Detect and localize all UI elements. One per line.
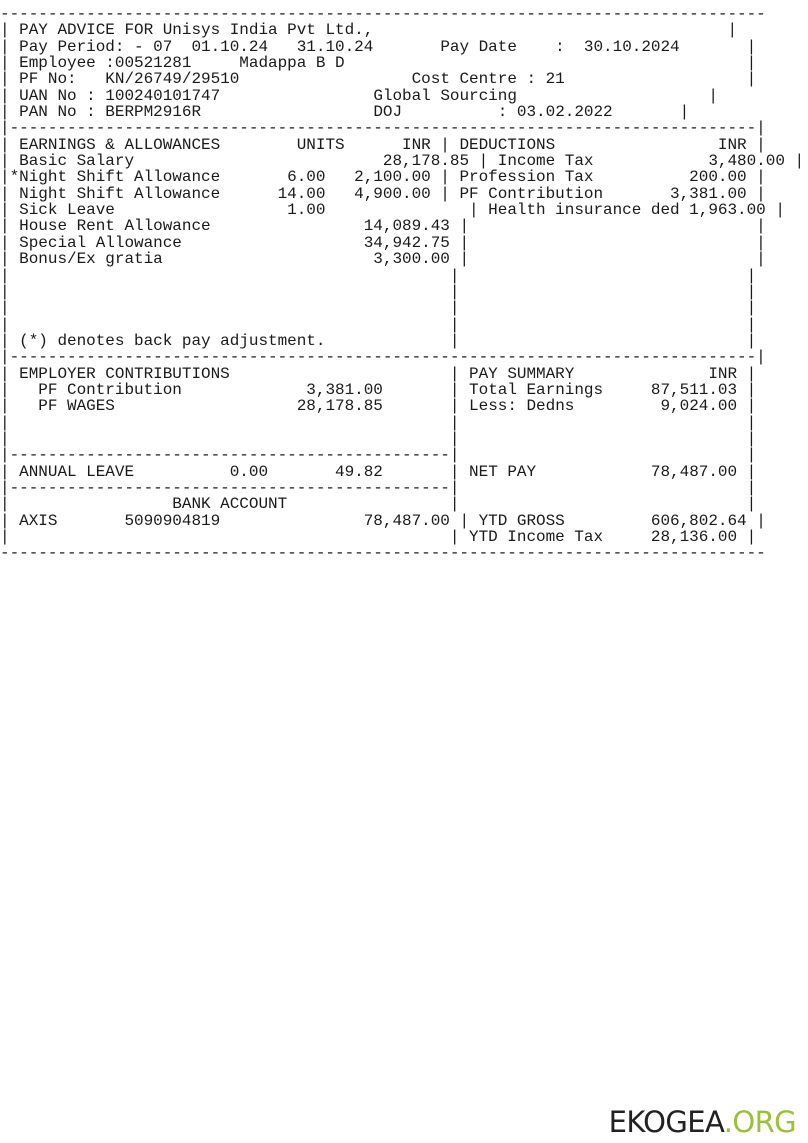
earning-row: Night Shift Allowance 14.00 4,900.00 bbox=[19, 184, 431, 203]
annual-leave: ANNUAL LEAVE 0.00 49.82 bbox=[19, 462, 383, 481]
employer-contrib-header: EMPLOYER CONTRIBUTIONS bbox=[19, 364, 230, 383]
earning-row: Special Allowance 34,942.75 bbox=[19, 233, 450, 252]
employer-contrib-row: PF WAGES 28,178.85 bbox=[19, 397, 383, 416]
bank-account-row: AXIS 5090904819 78,487.00 bbox=[19, 511, 450, 530]
rule-header-bottom: |------------------------------------------------------------------------------| bbox=[0, 119, 766, 138]
rule-bottom: -------------------------------------------------------------------------------- bbox=[0, 544, 766, 563]
deduction-row: PF Contribution 3,381.00 bbox=[459, 184, 747, 203]
pay-period: Pay Period: - 07 01.10.24 31.10.24 bbox=[19, 37, 374, 56]
rule-leave-top: |----------------------------------------------| | bbox=[0, 446, 757, 465]
watermark-brand: EKOGEA bbox=[608, 1105, 724, 1139]
deduction-row: Health insurance ded 1,963.00 bbox=[488, 201, 766, 220]
pf-number: PF No: KN/26749/29510 bbox=[19, 70, 240, 89]
bank-account-header: BANK ACCOUNT bbox=[172, 495, 288, 514]
watermark-logo bbox=[609, 1105, 796, 1139]
department: Global Sourcing bbox=[373, 86, 517, 105]
rule-top: -------------------------------------------------------------------------------- bbox=[0, 5, 766, 23]
employer-title: PAY ADVICE FOR Unisys India Pvt Ltd., bbox=[19, 21, 374, 40]
earnings-header: EARNINGS & ALLOWANCES UNITS INR bbox=[19, 135, 431, 154]
deductions-header: DEDUCTIONS INR bbox=[459, 135, 747, 154]
less-deductions: Less: Dedns 9,024.00 bbox=[469, 397, 738, 416]
net-pay: NET PAY 78,487.00 bbox=[469, 462, 738, 481]
rule-mid: |------------------------------------------------------------------------------| bbox=[0, 348, 766, 367]
pay-summary-header: PAY SUMMARY INR bbox=[469, 364, 738, 383]
date-of-joining: DOJ : 03.02.2022 bbox=[373, 103, 613, 122]
ytd-gross: YTD GROSS 606,802.64 bbox=[478, 511, 747, 530]
backpay-note: (*) denotes back pay adjustment. bbox=[19, 331, 326, 350]
cost-centre: Cost Centre : 21 bbox=[411, 70, 565, 89]
deduction-row: Profession Tax 200.00 bbox=[459, 168, 747, 187]
earning-row: Bonus/Ex gratia 3,300.00 bbox=[19, 250, 450, 269]
watermark-tld: ORG bbox=[732, 1105, 796, 1139]
rule-leave-bottom: |----------------------------------------------| | bbox=[0, 478, 757, 497]
earning-row: Basic Salary 28,178.85 bbox=[19, 152, 470, 171]
ytd-income-tax: YTD Income Tax 28,136.00 bbox=[469, 528, 738, 546]
watermark-dot: . bbox=[723, 1105, 733, 1139]
earning-row-backpay: Night Shift Allowance 6.00 2,100.00 bbox=[19, 168, 431, 187]
pan-number: PAN No : BERPM2916R bbox=[19, 103, 202, 122]
employee-info: Employee :00521281 Madappa B D bbox=[19, 54, 345, 73]
pay-advice-slip: -------------------------------------------------------------------------------- | PAY ADVICE FOR Unisys India Pvt Ltd., | | Pay Period: - 07 01.10.24 31.10.24 Pay Date : 30.10.2024 | | Employee :00521281 Madappa B D | | PF No: KN/26749/29510 Cost Centre : 21 | | UAN No : 100240101747 Global Sourcing | | PAN No : BERPM2916R DOJ : 03.02.2022 | |------------------------------------------------------------------------------| | EARNINGS & ALLOWANCES UNITS INR | DEDUCTIONS INR | | Basic Salary 28,178.85 | Income Tax 3,480.00 | |*Night Shift Allowance 6.00 2,100.00 | Profession Tax 200.00 | | Night Shift Allowance 14.00 4,900.00 | PF Contribution 3,381.00 | | Sick Leave 1.00 | Health insurance ded 1,963.00 | | House Rent Allowance 14,089.43 | | | Special Allowance 34,942.75 | | | Bonus/Ex gratia 3,300.00 | | | | | | | | | | | | | | | (*) denotes back pay adjustment. | | |------------------------------------------------------------------------------| | EMPLOYER CONTRIBUTIONS | PAY SUMMARY INR | | PF Contribution 3,381.00 | Total Earnings 87,511.03 | | PF WAGES 28,178.85 | Less: Dedns 9,024.00 | | | | | | | |----------------------------------------------| | | ANNUAL LEAVE 0.00 49.82 | NET PAY 78,487.00 | |----------------------------------------------| | | BANK ACCOUNT | | | AXIS 5090904819 78,487.00 | YTD GROSS 606,802.64 | | | YTD Income Tax 28,136.00 | -------------------------------------------------------------------------------- bbox=[0, 5, 805, 563]
deduction-row: Income Tax 3,480.00 bbox=[497, 152, 785, 171]
uan-number: UAN No : 100240101747 bbox=[19, 86, 221, 105]
pay-date: Pay Date : 30.10.2024 bbox=[440, 37, 680, 56]
total-earnings: Total Earnings 87,511.03 bbox=[469, 380, 738, 399]
earning-row: Sick Leave 1.00 bbox=[19, 201, 326, 220]
earning-row: House Rent Allowance 14,089.43 bbox=[19, 217, 450, 236]
employer-contrib-row: PF Contribution 3,381.00 bbox=[19, 380, 383, 399]
